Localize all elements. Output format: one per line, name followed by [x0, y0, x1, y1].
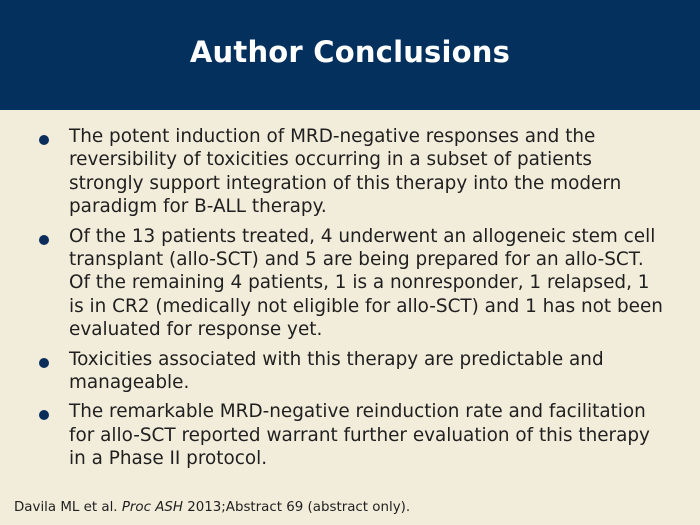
citation-details: 2013;Abstract 69 (abstract only).	[187, 500, 411, 515]
bullet-dot-icon	[39, 358, 49, 368]
bullet-list	[0, 125, 700, 477]
bullet-item	[0, 348, 700, 395]
slide-title: Author Conclusions	[189, 35, 511, 69]
citation-journal: Proc ASH	[121, 500, 183, 515]
bullet-dot-icon	[39, 135, 49, 145]
bullet-item	[0, 400, 700, 470]
bullet-text: Of the 13 patients treated, 4 underwent an allogeneic stem cell transplant (allo-SCT) and 5 are being prepared for an allo-SCT. Of the remaining 4 patients, 1 is a nonresponder, 1 relapsed, 1 is in CR2 (medically not eligible for allo-SCT) and 1 has not been evaluated for response yet.	[69, 225, 663, 341]
bullet-dot-icon	[39, 235, 49, 245]
citation-authors: Davila ML et al.	[14, 500, 118, 515]
bullet-item	[0, 125, 700, 219]
bullet-text: The potent induction of MRD-negative responses and the reversibility of toxicities occurring in a subset of patients strongly support integration of this therapy into the modern paradigm for B-ALL therapy.	[69, 126, 622, 218]
bullet-dot-icon	[39, 410, 49, 420]
title-bar	[0, 0, 700, 110]
bullet-item	[0, 225, 700, 342]
bullet-text: Toxicities associated with this therapy are predictable and manageable.	[69, 348, 604, 394]
bullet-text: The remarkable MRD-negative reinduction rate and facilitation for allo-SCT reported warrant further evaluation of this therapy in a Phase II protocol.	[69, 401, 650, 470]
citation	[14, 499, 410, 517]
